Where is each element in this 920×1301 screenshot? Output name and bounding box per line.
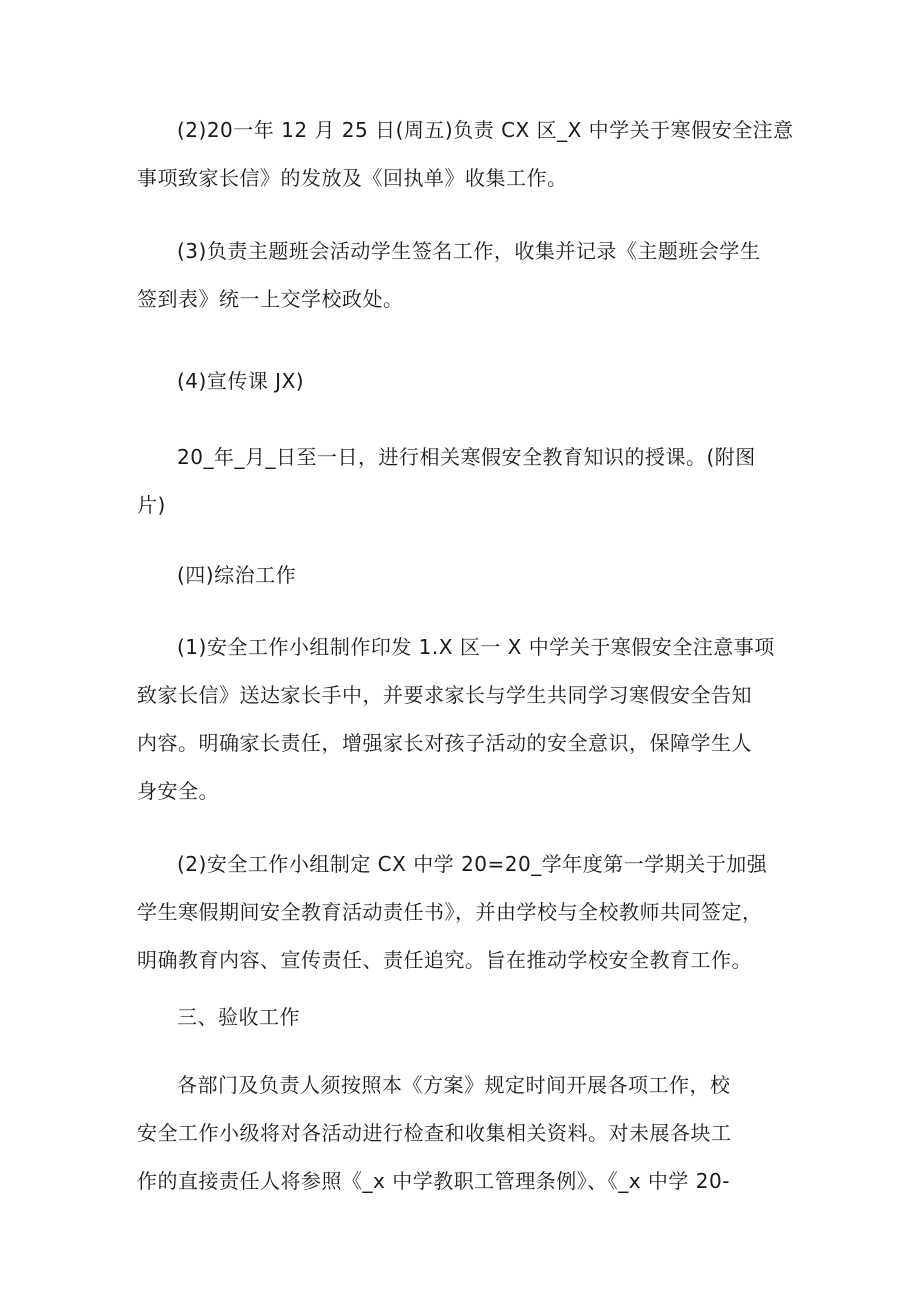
paragraph-line: 致家长信》送达家长手中，并要求家长与学生共同学习寒假安全告知	[137, 683, 752, 707]
paragraph-line: 20_年_月_日至一日，进行相关寒假安全教育知识的授课。(附图	[177, 445, 756, 469]
paragraph-line: (1)安全工作小组制作印发 1.X 区一 X 中学关于寒假安全注意事项	[177, 635, 775, 659]
paragraph-line: 安全工作小级将对各活动进行检查和收集相关资料。对未展各块工	[137, 1121, 732, 1145]
paragraph-line: 内容。明确家长责任，增强家长对孩子活动的安全意识，保障学生人	[137, 731, 752, 755]
paragraph-line: 签到表》统一上交学校政处。	[137, 287, 404, 311]
paragraph-line: 各部门及负责人须按照本《方案》规定时间开展各项工作，校	[177, 1073, 731, 1097]
section-heading: (四)综治工作	[177, 563, 297, 587]
paragraph-line: 身安全。	[137, 779, 219, 803]
paragraph-line: 学生寒假期间安全教育活动责任书》，并由学校与全校教师共同签定，	[137, 900, 763, 924]
paragraph-line: 作的直接责任人将参照《_x 中学教职工管理条例》、《_x 中学 20-	[137, 1169, 730, 1193]
paragraph-line: 明确教育内容、宣传责任、责任追究。旨在推动学校安全教育工作。	[137, 948, 752, 972]
paragraph-line: (2)20一年 12 月 25 日(周五)负责 CX 区_X 中学关于寒假安全注意	[177, 118, 794, 142]
paragraph-line: (3)负责主题班会活动学生签名工作，收集并记录《主题班会学生	[177, 239, 761, 263]
paragraph-line: 片)	[137, 493, 166, 517]
paragraph-line: 事项致家长信》的发放及《回执单》收集工作。	[137, 166, 568, 190]
section-heading: 三、验收工作	[177, 1005, 300, 1029]
paragraph-line: (4)宣传课 JX)	[177, 369, 305, 393]
paragraph-line: (2)安全工作小组制定 CX 中学 20=20_学年度第一学期关于加强	[177, 852, 768, 876]
